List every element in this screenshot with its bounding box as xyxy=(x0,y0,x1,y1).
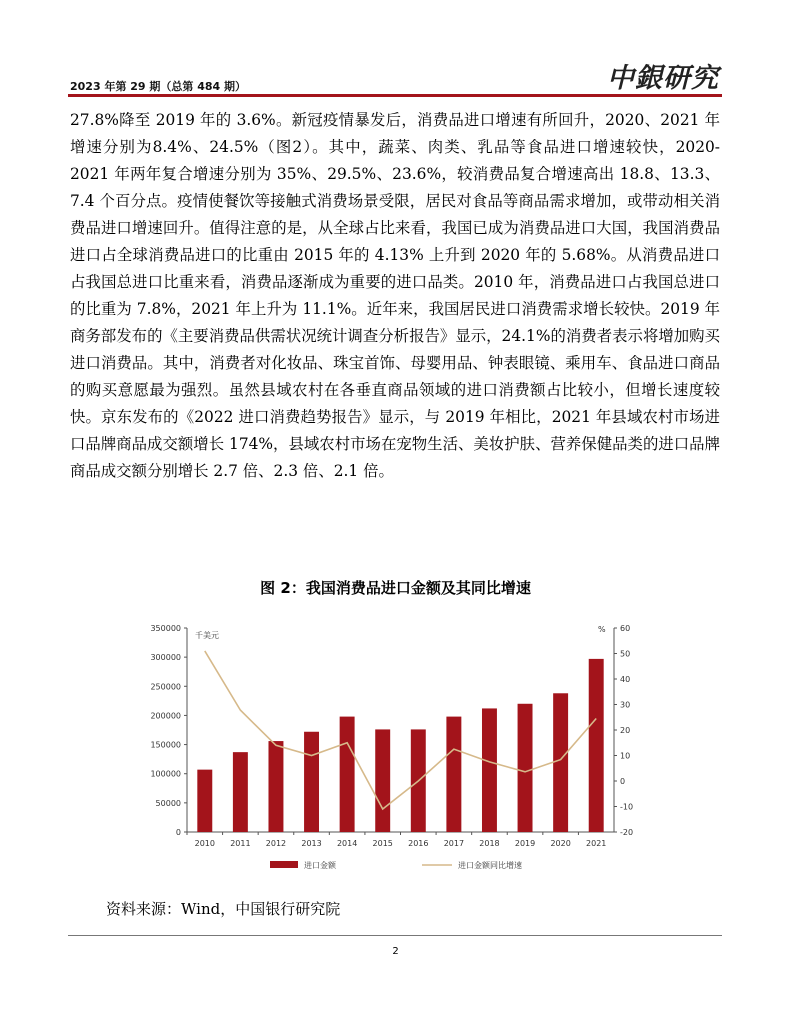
bar-2011 xyxy=(233,752,248,832)
x-tick-label: 2021 xyxy=(586,839,607,848)
page-number: 2 xyxy=(392,946,399,957)
legend-bar-label: 进口金额 xyxy=(304,861,336,870)
left-tick-label: 200000 xyxy=(150,711,181,721)
right-tick-label: 40 xyxy=(620,675,631,684)
bar-2018 xyxy=(482,708,497,832)
x-tick-label: 2019 xyxy=(514,839,536,848)
left-tick-label: 250000 xyxy=(150,682,181,692)
body-paragraph: 27.8%降至 2019 年的 3.6%。新冠疫情暴发后，消费品进口增速有所回升，2020、2021 年增速分别为8.4%、24.5%（图2）。其中，蔬菜、肉类、乳品等食品进口增速较快，2020-2021 年两年复合增速分别为 35%、29.5%、23.6%，较消费品复合增速高出 18.8、13.3、7.4 个百分点。疫情使餐饮等接触式消费场景受限，居民对食品等商品需求增加，或带动相关消费品进口增速回升。值得注意的是，从全球占比来看，我国已成为消费品进口大国，我国消费品进口占全球消费品进口的比重由 2015 年的 4.13% 上升到 2020 年的 5.68%。从消费品进口占我国总进口比重来看，消费品逐渐成为重要的进口品类。2010 年，消费品进口占我国总进口的比重为 7.8%，2021 年上升为 11.1%。近年来，我国居民进口消费需求增长较快。2019 年商务部发布的《主要消费品供需状况统计调查分析报告》显示，24.1%的消费者表示将增加购买进口消费品。其中，消费者对化妆品、珠宝首饰、母婴用品、钟表眼镜、乘用车、食品进口商品的购买意愿最为强烈。虽然县域农村在各垂直商品领域的进口消费额占比较小，但增长速度较快。京东发布的《2022 进口消费趋势报告》显示，与 2019 年相比，2021 年县域农村市场进口品牌商品成交额增长 174%，县域农村市场在宠物生活、美妆护肤、营养保健品类的进口品牌商品成交额分别增长 2.7 倍、2.3 倍、2.1 倍。 xyxy=(70,111,720,480)
right-tick-label: 20 xyxy=(620,726,631,735)
left-tick-label: 150000 xyxy=(150,740,181,750)
x-tick-label: 2020 xyxy=(550,839,571,848)
brand-logo: 中銀研究 xyxy=(607,63,719,94)
x-tick-label: 2014 xyxy=(336,839,358,848)
bar-2019 xyxy=(518,704,533,832)
x-tick-label: 2018 xyxy=(479,839,500,848)
bar-2012 xyxy=(268,741,283,832)
right-tick-label: 30 xyxy=(620,700,631,710)
issue-label: 2023 年第 29 期（总第 484 期） xyxy=(70,80,247,93)
right-tick-label: 10 xyxy=(620,751,631,761)
right-axis-unit: % xyxy=(598,625,606,634)
header-divider xyxy=(68,94,722,97)
left-tick-label: 50000 xyxy=(155,798,181,808)
left-axis-unit: 千美元 xyxy=(195,631,219,640)
footer-divider xyxy=(68,935,722,936)
bar-2020 xyxy=(553,693,568,832)
x-tick-label: 2016 xyxy=(408,839,429,848)
x-tick-label: 2013 xyxy=(301,839,322,848)
right-tick-label: 0 xyxy=(620,777,626,786)
bar-2017 xyxy=(446,717,461,832)
bar-2014 xyxy=(340,717,355,832)
left-tick-label: 100000 xyxy=(150,769,181,779)
bar-2013 xyxy=(304,732,319,832)
x-tick-label: 2010 xyxy=(194,839,215,848)
x-tick-label: 2011 xyxy=(230,839,251,848)
x-tick-label: 2012 xyxy=(265,839,287,848)
x-tick-label: 2017 xyxy=(443,839,465,848)
growth-line xyxy=(205,651,596,809)
left-tick-label: 300000 xyxy=(150,653,181,663)
right-tick-label: 50 xyxy=(620,649,631,659)
bar-2021 xyxy=(589,659,604,832)
bar-2010 xyxy=(197,770,212,832)
left-tick-label: 350000 xyxy=(150,624,181,633)
import-chart xyxy=(130,612,660,882)
bar-2015 xyxy=(375,729,390,832)
figure-title: 图 2：我国消费品进口金额及其同比增速 xyxy=(260,579,531,597)
legend-line-label: 进口金额同比增速 xyxy=(458,861,522,870)
x-tick-label: 2015 xyxy=(372,839,393,848)
body-text xyxy=(70,107,720,485)
right-tick-label: -20 xyxy=(620,828,634,837)
left-tick-label: 0 xyxy=(175,828,181,837)
right-tick-label: -10 xyxy=(620,802,634,812)
figure-source: 资料来源：Wind，中国银行研究院 xyxy=(106,900,341,918)
right-tick-label: 60 xyxy=(620,624,631,633)
legend-bar-swatch xyxy=(270,861,298,868)
